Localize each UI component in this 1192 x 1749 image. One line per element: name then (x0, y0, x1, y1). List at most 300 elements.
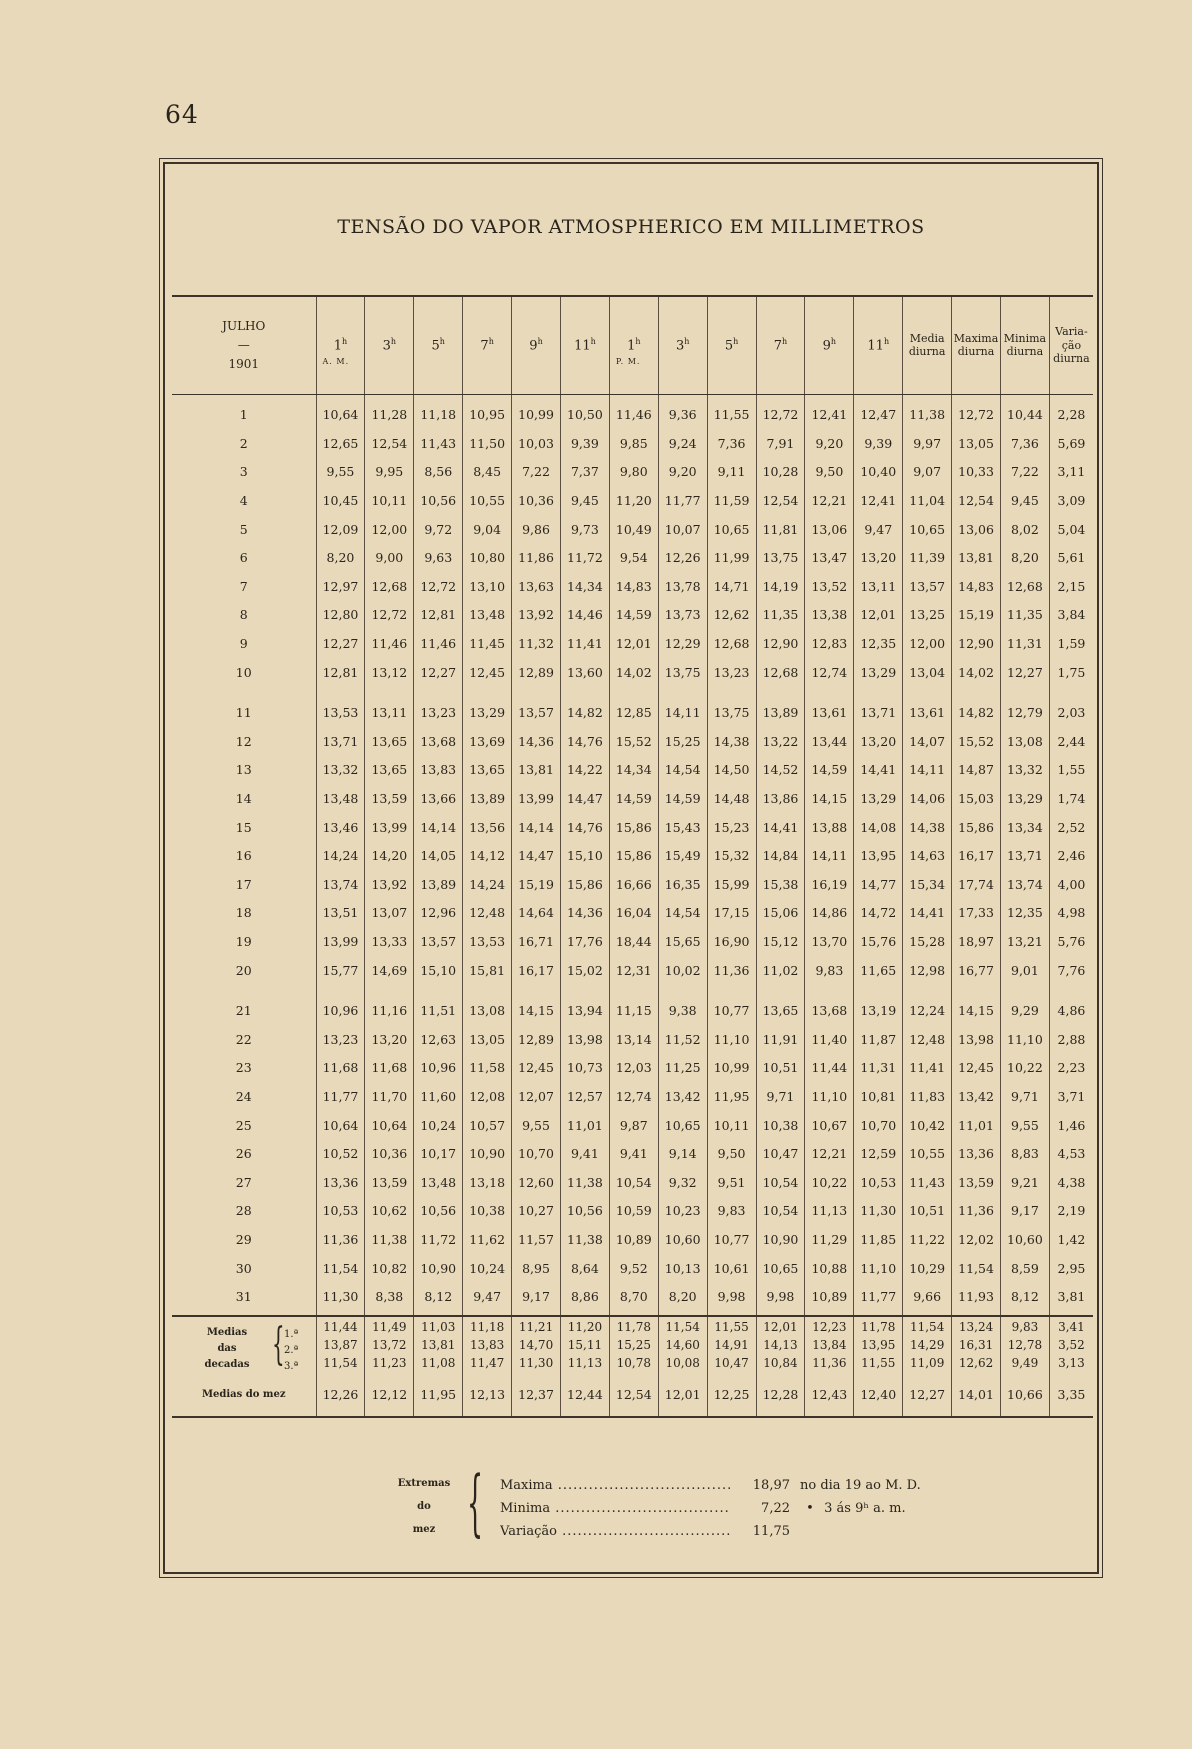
table-row (172, 1082, 1093, 1111)
value-cell: 14,12 (463, 841, 512, 870)
value-cell: 13,98 (560, 1025, 609, 1054)
value-cell: 13,44 (805, 727, 854, 756)
value-cell: 9,21 (1000, 1168, 1049, 1197)
value-cell: 11,35 (756, 601, 805, 630)
value-cell: 11,20 (609, 486, 658, 515)
value-cell: 18,44 (609, 927, 658, 956)
value-cell: 13,14 (609, 1025, 658, 1054)
extreme-minima-note: 3 ás 9ʰ a. m. (824, 1501, 906, 1516)
decade-value: 11,54 (665, 1320, 700, 1335)
day-cell: 5 (239, 521, 248, 537)
value-cell: 9,80 (609, 458, 658, 487)
media-diurna-header: Media diurna (903, 296, 952, 394)
value-cell: 14,50 (707, 756, 756, 785)
value-cell: 14,24 (463, 870, 512, 899)
value-cell: 11,41 (560, 629, 609, 658)
value-cell: 12,59 (854, 1139, 903, 1168)
value-cell: 14,77 (854, 870, 903, 899)
value-cell: 13,60 (560, 658, 609, 687)
value-cell: 10,96 (414, 1054, 463, 1083)
value-cell: 5,61 (1049, 543, 1093, 572)
value-cell: 13,57 (414, 927, 463, 956)
value-cell: 14,06 (903, 784, 952, 813)
value-cell: 12,35 (854, 629, 903, 658)
value-cell: 9,51 (707, 1168, 756, 1197)
value-cell: 10,65 (658, 1111, 707, 1140)
decade-number: 3.ª (284, 1360, 299, 1372)
value-cell: 13,74 (316, 870, 365, 899)
value-cell: 12,80 (316, 601, 365, 630)
decade-value: 3,13 (1058, 1356, 1085, 1371)
value-cell: 7,22 (512, 458, 561, 487)
value-cell: 13,71 (1000, 841, 1049, 870)
month-mean-value: 12,40 (854, 1374, 903, 1417)
decade-values-cell (512, 1316, 561, 1374)
decade-value: 11,78 (861, 1320, 896, 1335)
month-mean-value: 10,66 (1000, 1374, 1049, 1417)
value-cell: 8,70 (609, 1282, 658, 1311)
day-cell: 9 (239, 636, 248, 652)
decade-value: 13,24 (958, 1320, 994, 1335)
value-cell: 10,45 (316, 486, 365, 515)
month-means-row (172, 1374, 1093, 1417)
value-cell: 11,58 (463, 1054, 512, 1083)
value-cell: 11,16 (365, 996, 414, 1025)
value-cell: 15,06 (756, 899, 805, 928)
value-cell: 18,97 (952, 927, 1001, 956)
value-cell: 12,68 (756, 658, 805, 687)
value-cell: 10,33 (952, 458, 1001, 487)
value-cell: 15,52 (952, 727, 1001, 756)
value-cell: 9,55 (512, 1111, 561, 1140)
table-row (172, 927, 1093, 956)
decade-value: 11,21 (518, 1320, 554, 1335)
value-cell: 8,86 (560, 1282, 609, 1311)
table-row (172, 1054, 1093, 1083)
extreme-minima-row (500, 1497, 1020, 1520)
value-cell: 10,54 (609, 1168, 658, 1197)
value-cell: 13,92 (512, 601, 561, 630)
value-cell: 13,57 (903, 572, 952, 601)
table-row (172, 658, 1093, 687)
value-cell: 12,01 (609, 629, 658, 658)
value-cell: 12,47 (854, 401, 903, 430)
value-cell: 14,38 (707, 727, 756, 756)
day-cell: 14 (235, 791, 252, 807)
value-cell: 9,85 (609, 429, 658, 458)
value-cell: 10,99 (707, 1054, 756, 1083)
value-cell: 14,46 (560, 601, 609, 630)
value-cell: 13,12 (365, 658, 414, 687)
value-cell: 11,93 (952, 1282, 1001, 1311)
value-cell: 8,56 (414, 458, 463, 487)
decade-value: 10,47 (714, 1356, 749, 1371)
value-cell: 2,19 (1049, 1197, 1093, 1226)
value-cell: 2,44 (1049, 727, 1093, 756)
value-cell: 13,53 (463, 927, 512, 956)
value-cell: 3,84 (1049, 601, 1093, 630)
value-cell: 14,15 (512, 996, 561, 1025)
value-cell: 13,38 (805, 601, 854, 630)
value-cell: 15,86 (609, 841, 658, 870)
value-cell: 9,01 (1000, 956, 1049, 985)
decade-values-cell (1000, 1316, 1049, 1374)
month-mean-value: 12,25 (707, 1374, 756, 1417)
value-cell: 10,73 (560, 1054, 609, 1083)
value-cell: 12,00 (903, 629, 952, 658)
value-cell: 15,10 (560, 841, 609, 870)
value-cell: 9,36 (658, 401, 707, 430)
minima-diurna-header: Minima diurna (1000, 296, 1049, 394)
value-cell: 10,65 (903, 515, 952, 544)
value-cell: 13,20 (854, 543, 903, 572)
value-cell: 13,75 (707, 698, 756, 727)
value-cell: 13,36 (952, 1139, 1001, 1168)
value-cell: 10,89 (609, 1225, 658, 1254)
value-cell: 4,86 (1049, 996, 1093, 1025)
value-cell: 11,77 (854, 1282, 903, 1311)
value-cell: 11,65 (854, 956, 903, 985)
value-cell: 12,41 (805, 401, 854, 430)
value-cell: 11,38 (365, 1225, 414, 1254)
value-cell: 7,76 (1049, 956, 1093, 985)
value-cell: 9,55 (316, 458, 365, 487)
value-cell: 10,64 (316, 401, 365, 430)
decade-value: 12,01 (763, 1320, 798, 1335)
decade-value: 14,60 (665, 1338, 700, 1353)
value-cell: 10,17 (414, 1139, 463, 1168)
value-cell: 13,86 (756, 784, 805, 813)
value-cell: 14,07 (903, 727, 952, 756)
value-cell: 9,41 (560, 1139, 609, 1168)
value-cell: 12,21 (805, 486, 854, 515)
value-cell: 11,01 (560, 1111, 609, 1140)
value-cell: 10,36 (512, 486, 561, 515)
value-cell: 13,42 (658, 1082, 707, 1111)
value-cell: 15,12 (756, 927, 805, 956)
value-cell: 12,90 (952, 629, 1001, 658)
month-mean-value: 12,13 (463, 1374, 512, 1417)
table-row (172, 1254, 1093, 1283)
value-cell: 14,63 (903, 841, 952, 870)
value-cell: 14,24 (316, 841, 365, 870)
value-cell: 9,14 (658, 1139, 707, 1168)
value-cell: 11,18 (414, 401, 463, 430)
value-cell: 11,36 (316, 1225, 365, 1254)
value-cell: 11,72 (414, 1225, 463, 1254)
value-cell: 13,89 (463, 784, 512, 813)
month-year-header (172, 296, 316, 394)
month-label: JULHO (222, 319, 266, 334)
value-cell: 11,15 (609, 996, 658, 1025)
decade-values-cell (365, 1316, 414, 1374)
value-cell: 10,38 (463, 1197, 512, 1226)
value-cell: 8,64 (560, 1254, 609, 1283)
value-cell: 12,68 (365, 572, 414, 601)
value-cell: 12,57 (560, 1082, 609, 1111)
value-cell: 16,71 (512, 927, 561, 956)
value-cell: 10,29 (903, 1254, 952, 1283)
value-cell: 9,83 (707, 1197, 756, 1226)
value-cell: 15,25 (658, 727, 707, 756)
value-cell: 13,99 (316, 927, 365, 956)
value-cell: 13,66 (414, 784, 463, 813)
value-cell: 14,47 (512, 841, 561, 870)
value-cell: 13,88 (805, 813, 854, 842)
value-cell: 13,29 (463, 698, 512, 727)
decade-value: 13,95 (861, 1338, 896, 1353)
value-cell: 11,36 (952, 1197, 1001, 1226)
value-cell: 12,72 (414, 572, 463, 601)
value-cell: 12,90 (756, 629, 805, 658)
value-cell: 10,60 (1000, 1225, 1049, 1254)
value-cell: 13,07 (365, 899, 414, 928)
day-cell: 30 (235, 1260, 252, 1276)
value-cell: 9,41 (609, 1139, 658, 1168)
value-cell: 11,31 (1000, 629, 1049, 658)
value-cell: 9,39 (854, 429, 903, 458)
value-cell: 13,08 (1000, 727, 1049, 756)
value-cell: 5,04 (1049, 515, 1093, 544)
value-cell: 13,95 (854, 841, 903, 870)
value-cell: 13,53 (316, 698, 365, 727)
value-cell: 9,52 (609, 1254, 658, 1283)
hour-header-9pm: 9$^h$ (805, 296, 854, 394)
day-cell: 18 (235, 905, 252, 921)
extreme-maxima-value: 18,97 (752, 1478, 790, 1493)
table-row (172, 1025, 1093, 1054)
value-cell: 9,17 (1000, 1197, 1049, 1226)
extremes-brace: { (467, 1460, 484, 1544)
value-cell: 13,78 (658, 572, 707, 601)
value-cell: 15,76 (854, 927, 903, 956)
value-cell: 10,82 (365, 1254, 414, 1283)
value-cell: 15,52 (609, 727, 658, 756)
value-cell: 8,12 (1000, 1282, 1049, 1311)
value-cell: 9,11 (707, 458, 756, 487)
month-mean-value: 11,95 (414, 1374, 463, 1417)
value-cell: 15,65 (658, 927, 707, 956)
value-cell: 11,39 (903, 543, 952, 572)
day-cell: 31 (235, 1289, 252, 1305)
value-cell: 10,55 (463, 486, 512, 515)
value-cell: 10,22 (1000, 1054, 1049, 1083)
decade-label-line: das (217, 1342, 237, 1354)
value-cell: 11,59 (707, 486, 756, 515)
value-cell: 12,72 (365, 601, 414, 630)
extreme-maxima-label: Maxima ..... (500, 1474, 730, 1497)
decade-values-cell (1049, 1316, 1093, 1374)
decade-values-cell (463, 1316, 512, 1374)
value-cell: 10,65 (707, 515, 756, 544)
value-cell: 10,81 (854, 1082, 903, 1111)
value-cell: 13,68 (805, 996, 854, 1025)
value-cell: 10,53 (316, 1197, 365, 1226)
value-cell: 9,97 (903, 429, 952, 458)
month-dash: — (237, 337, 250, 352)
day-cell: 20 (235, 962, 252, 978)
value-cell: 12,85 (609, 698, 658, 727)
value-cell: 14,86 (805, 899, 854, 928)
value-cell: 13,99 (365, 813, 414, 842)
value-cell: 17,15 (707, 899, 756, 928)
month-mean-value: 12,44 (560, 1374, 609, 1417)
decade-values-cell (756, 1316, 805, 1374)
table-row (172, 601, 1093, 630)
value-cell: 4,00 (1049, 870, 1093, 899)
value-cell: 9,29 (1000, 996, 1049, 1025)
day-cell: 22 (235, 1031, 252, 1047)
value-cell: 13,48 (463, 601, 512, 630)
value-cell: 15,86 (560, 870, 609, 899)
value-cell: 11,41 (903, 1054, 952, 1083)
value-cell: 10,67 (805, 1111, 854, 1140)
value-cell: 14,82 (952, 698, 1001, 727)
value-cell: 12,27 (316, 629, 365, 658)
value-cell: 12,81 (414, 601, 463, 630)
decade-value: 14,70 (518, 1338, 554, 1353)
value-cell: 1,46 (1049, 1111, 1093, 1140)
table-row (172, 515, 1093, 544)
value-cell: 13,23 (316, 1025, 365, 1054)
value-cell: 8,20 (1000, 543, 1049, 572)
value-cell: 10,11 (365, 486, 414, 515)
value-cell: 1,55 (1049, 756, 1093, 785)
value-cell: 11,68 (316, 1054, 365, 1083)
value-cell: 13,34 (1000, 813, 1049, 842)
table-row (172, 784, 1093, 813)
value-cell: 10,80 (463, 543, 512, 572)
decade-values-cell (952, 1316, 1001, 1374)
value-cell: 14,19 (756, 572, 805, 601)
value-cell: 11,43 (903, 1168, 952, 1197)
value-cell: 9,55 (1000, 1111, 1049, 1140)
month-mean-value: 12,12 (365, 1374, 414, 1417)
decade-values-cell (854, 1316, 903, 1374)
value-cell: 13,29 (854, 658, 903, 687)
day-cell: 26 (235, 1146, 252, 1162)
value-cell: 10,50 (560, 401, 609, 430)
table-row (172, 756, 1093, 785)
decade-value: 14,13 (763, 1338, 798, 1353)
value-cell: 9,24 (658, 429, 707, 458)
value-cell: 12,54 (365, 429, 414, 458)
value-cell: 8,12 (414, 1282, 463, 1311)
value-cell: 13,22 (756, 727, 805, 756)
value-cell: 13,18 (463, 1168, 512, 1197)
decade-value: 3,52 (1058, 1338, 1085, 1353)
value-cell: 10,89 (805, 1282, 854, 1311)
value-cell: 11,36 (707, 956, 756, 985)
value-cell: 14,14 (512, 813, 561, 842)
value-cell: 14,82 (560, 698, 609, 727)
table-row (172, 899, 1093, 928)
decade-value: 13,72 (372, 1338, 407, 1353)
value-cell: 11,62 (463, 1225, 512, 1254)
value-cell: 2,46 (1049, 841, 1093, 870)
value-cell: 9,98 (756, 1282, 805, 1311)
value-cell: 2,15 (1049, 572, 1093, 601)
value-cell: 11,70 (365, 1082, 414, 1111)
value-cell: 13,59 (365, 1168, 414, 1197)
value-cell: 13,25 (903, 601, 952, 630)
decade-value: 11,03 (421, 1320, 456, 1335)
value-cell: 8,45 (463, 458, 512, 487)
value-cell: 14,15 (805, 784, 854, 813)
value-cell: 13,70 (805, 927, 854, 956)
value-cell: 11,28 (365, 401, 414, 430)
variacao-diurna-header: Varia-ção diurna (1049, 296, 1093, 394)
decade-value: 11,54 (909, 1320, 945, 1335)
value-cell: 9,04 (463, 515, 512, 544)
value-cell: 10,90 (463, 1139, 512, 1168)
value-cell: 10,44 (1000, 401, 1049, 430)
month-mean-value: 12,27 (903, 1374, 952, 1417)
month-mean-value: 12,43 (805, 1374, 854, 1417)
decade-gap-row (172, 686, 1093, 698)
value-cell: 10,88 (805, 1254, 854, 1283)
table-row (172, 629, 1093, 658)
value-cell: 13,11 (854, 572, 903, 601)
value-cell: 9,38 (658, 996, 707, 1025)
value-cell: 12,72 (756, 401, 805, 430)
value-cell: 15,86 (952, 813, 1001, 842)
value-cell: 11,91 (756, 1025, 805, 1054)
value-cell: 4,38 (1049, 1168, 1093, 1197)
value-cell: 12,97 (316, 572, 365, 601)
value-cell: 15,19 (952, 601, 1001, 630)
decade-value: 11,36 (812, 1356, 847, 1371)
value-cell: 9,20 (805, 429, 854, 458)
value-cell: 14,83 (952, 572, 1001, 601)
value-cell: 14,36 (512, 727, 561, 756)
value-cell: 10,90 (414, 1254, 463, 1283)
value-cell: 14,14 (414, 813, 463, 842)
day-cell: 29 (235, 1231, 252, 1247)
value-cell: 11,55 (707, 401, 756, 430)
value-cell: 9,32 (658, 1168, 707, 1197)
value-cell: 13,48 (316, 784, 365, 813)
value-cell: 14,41 (903, 899, 952, 928)
value-cell: 1,75 (1049, 658, 1093, 687)
am-label: A. M. (322, 357, 350, 366)
table-title: TENSÃO DO VAPOR ATMOSPHERICO EM MILLIMETROS (337, 216, 925, 238)
value-cell: 12,03 (609, 1054, 658, 1083)
value-cell: 9,17 (512, 1282, 561, 1311)
value-cell: 11,10 (1000, 1025, 1049, 1054)
value-cell: 14,59 (805, 756, 854, 785)
value-cell: 11,38 (903, 401, 952, 430)
value-cell: 11,46 (414, 629, 463, 658)
value-cell: 2,52 (1049, 813, 1093, 842)
value-cell: 10,90 (756, 1225, 805, 1254)
value-cell: 13,42 (952, 1082, 1001, 1111)
value-cell: 14,72 (854, 899, 903, 928)
value-cell: 11,29 (805, 1225, 854, 1254)
value-cell: 13,29 (854, 784, 903, 813)
month-mean-value: 12,37 (512, 1374, 561, 1417)
value-cell: 10,77 (707, 996, 756, 1025)
month-mean-value: 3,35 (1049, 1374, 1093, 1417)
decade-number: 2.ª (284, 1344, 299, 1356)
value-cell: 10,03 (512, 429, 561, 458)
decade-value: 11,55 (714, 1320, 749, 1335)
value-cell: 13,48 (414, 1168, 463, 1197)
value-cell: 12,68 (1000, 572, 1049, 601)
value-cell: 4,98 (1049, 899, 1093, 928)
value-cell: 13,23 (707, 658, 756, 687)
value-cell: 14,59 (609, 601, 658, 630)
